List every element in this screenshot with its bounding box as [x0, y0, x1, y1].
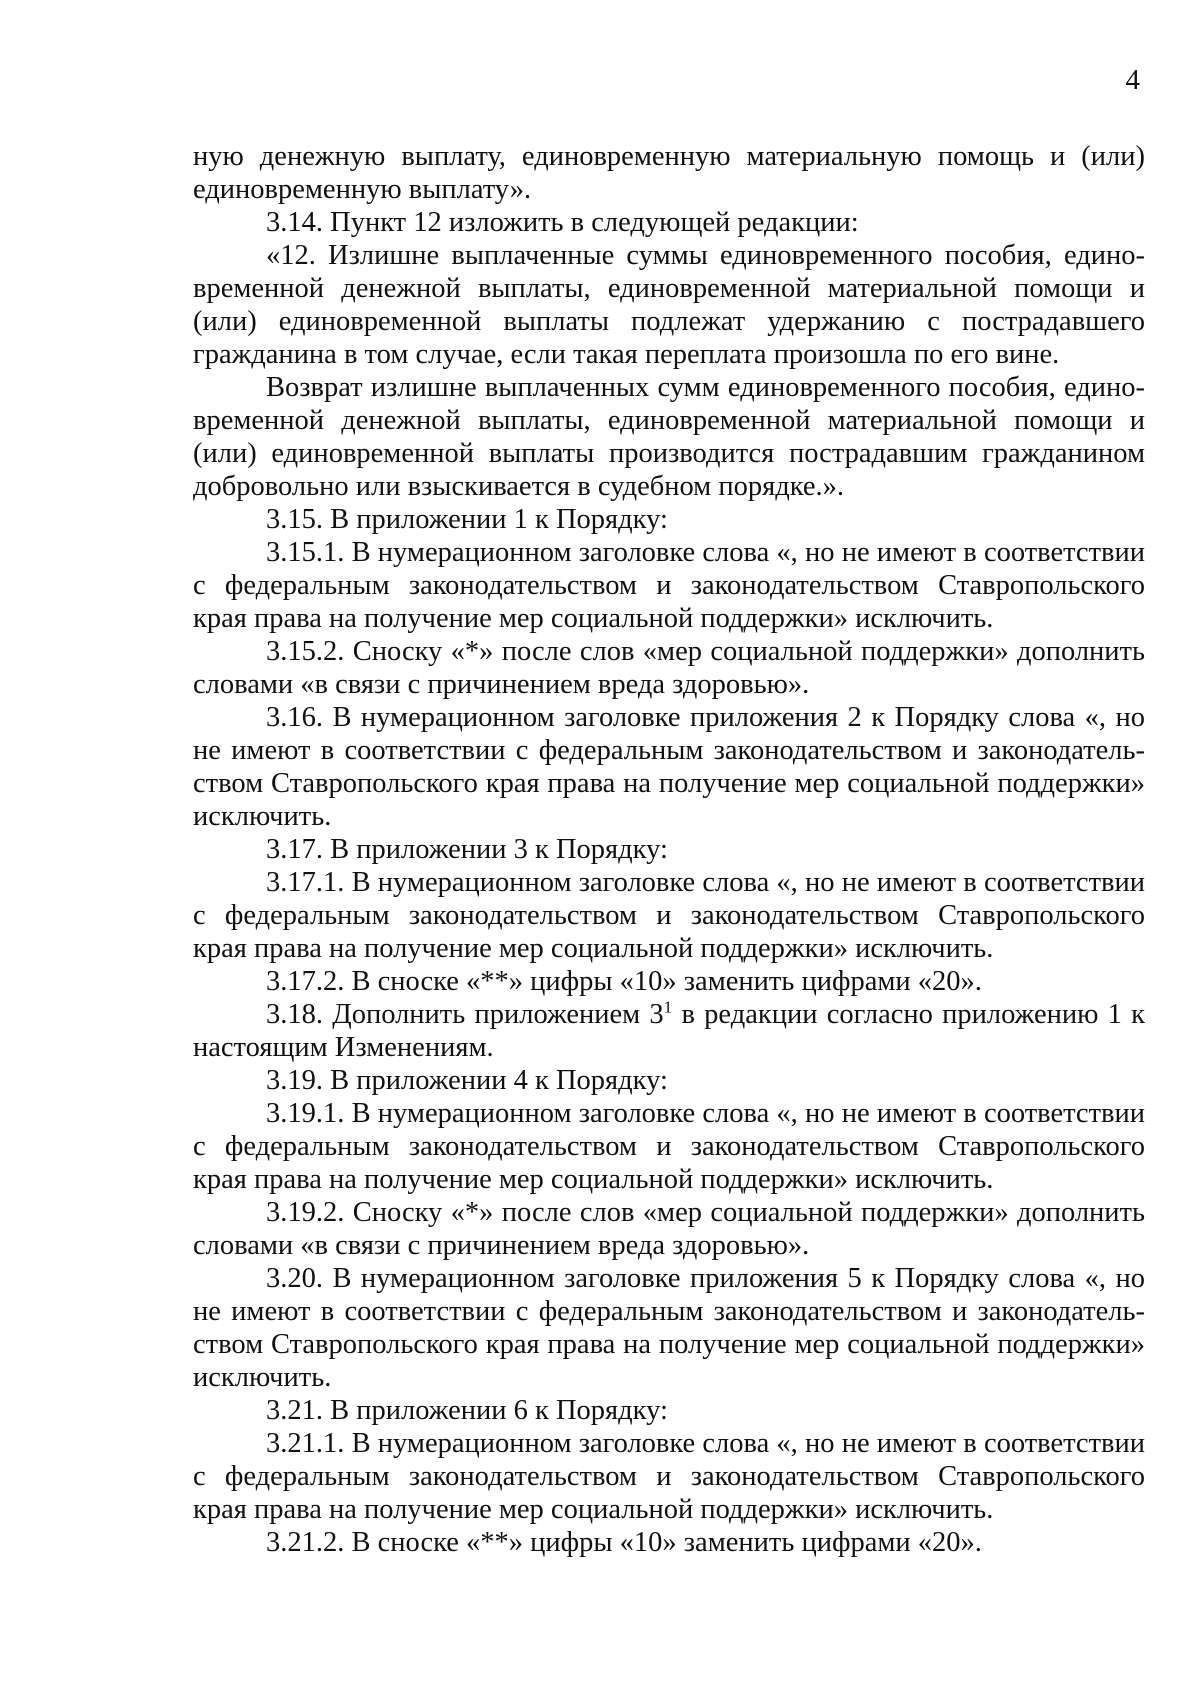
paragraph-text: Возврат излишне выплаченных сумм единовременного пособия, единовременной денежной выплаты, единовременной материальной помощи и (или) единовременной выплаты производится пострадавшим гражданином добровольно или взыскивается в судебном порядке.».: [193, 372, 1145, 502]
paragraph-3-17: [193, 833, 1145, 866]
paragraph-text: 3.17.1. В нумерационном заголовке слова «, но не имеют в соответствии с федеральным законодательством и законодательством Ставропольского края права на получение мер социальной поддержки» исключить.: [193, 867, 1145, 964]
paragraph-text: 3.15.1. В нумерационном заголовке слова «, но не имеют в соответствии с федеральным законодательством и законодательством Ставропольского края права на получение мер социальной поддержки» исключить.: [193, 537, 1145, 634]
paragraph-3-16: [193, 701, 1145, 833]
paragraph-text: 3.20. В нумерационном заголовке приложения 5 к Порядку слова «, но не имеют в соответствии с федеральным законодательством и законодательством Ставропольского края права на получение мер социальной поддержки» исключить.: [193, 1263, 1145, 1393]
paragraph-3-17-2: [193, 965, 1145, 998]
paragraph-text: в редакции согласно приложению 1 к настоящим Изменениям.: [193, 999, 1145, 1063]
paragraph-continuation: [193, 140, 1145, 206]
paragraph-3-21-2: [193, 1526, 1145, 1559]
paragraph-3-19-1: [193, 1097, 1145, 1196]
page-number: 4: [1125, 64, 1140, 96]
paragraph-3-20: [193, 1262, 1145, 1394]
paragraph-item-12: [193, 239, 1145, 371]
paragraph-3-19: [193, 1064, 1145, 1097]
paragraph-3-21-1: [193, 1427, 1145, 1526]
paragraph-text: 3.19.2. Сноску «*» после слов «мер социальной поддержки» дополнить словами «в связи с причинением вреда здоровью».: [193, 1197, 1145, 1261]
paragraph-text: 3.16. В нумерационном заголовке приложения 2 к Порядку слова «, но не имеют в соответствии с федеральным законодательством и законодательством Ставропольского края права на получение мер социальной поддержки» исключить.: [193, 702, 1145, 832]
paragraph-3-17-1: [193, 866, 1145, 965]
paragraph-text: 3.19.1. В нумерационном заголовке слова «, но не имеют в соответствии с федеральным законодательством и законодательством Ставропольского края права на получение мер социальной поддержки» исключить.: [193, 1098, 1145, 1195]
paragraph-text: 3.17.2. В сноске «**» цифры «10» заменить цифрами «20».: [266, 966, 982, 997]
paragraph-text: 3.21.2. В сноске «**» цифры «10» заменить цифрами «20».: [266, 1527, 982, 1558]
paragraph-3-14: [193, 206, 1145, 239]
paragraph-3-21: [193, 1394, 1145, 1427]
paragraph-3-15-1: [193, 536, 1145, 635]
paragraph-3-18: [193, 998, 1145, 1064]
paragraph-text: 3.17. В приложении 3 к Порядку:: [266, 834, 668, 865]
paragraph-text: ную денежную выплату, единовременную материальную помощь и (или) единовременную выплату».: [193, 141, 1145, 205]
paragraph-text: 3.15.2. Сноску «*» после слов «мер социальной поддержки» дополнить словами «в связи с причинением вреда здоровью».: [193, 636, 1145, 700]
paragraph-3-15: [193, 503, 1145, 536]
paragraph-text: 3.21. В приложении 6 к Порядку:: [266, 1395, 668, 1426]
paragraph-refund: [193, 371, 1145, 503]
paragraph-3-15-2: [193, 635, 1145, 701]
paragraph-text: 3.19. В приложении 4 к Порядку:: [266, 1065, 668, 1096]
paragraph-text: 3.15. В приложении 1 к Порядку:: [266, 504, 668, 535]
paragraph-text: 3.14. Пункт 12 изложить в следующей редакции:: [266, 207, 859, 238]
superscript: 1: [663, 997, 673, 1017]
document-body: [193, 140, 1145, 1559]
paragraph-text: 3.18. Дополнить приложением 3: [266, 999, 664, 1030]
paragraph-text: «12. Излишне выплаченные суммы единовременного пособия, единовременной денежной выплаты, единовременной материальной помощи и (или) единовременной выплаты подлежат удержанию с пострадавшего гражданина в том случае, если такая переплата произошла по его вине.: [193, 240, 1145, 370]
paragraph-text: 3.21.1. В нумерационном заголовке слова «, но не имеют в соответствии с федеральным законодательством и законодательством Ставропольского края права на получение мер социальной поддержки» исключить.: [193, 1428, 1145, 1525]
paragraph-3-19-2: [193, 1196, 1145, 1262]
